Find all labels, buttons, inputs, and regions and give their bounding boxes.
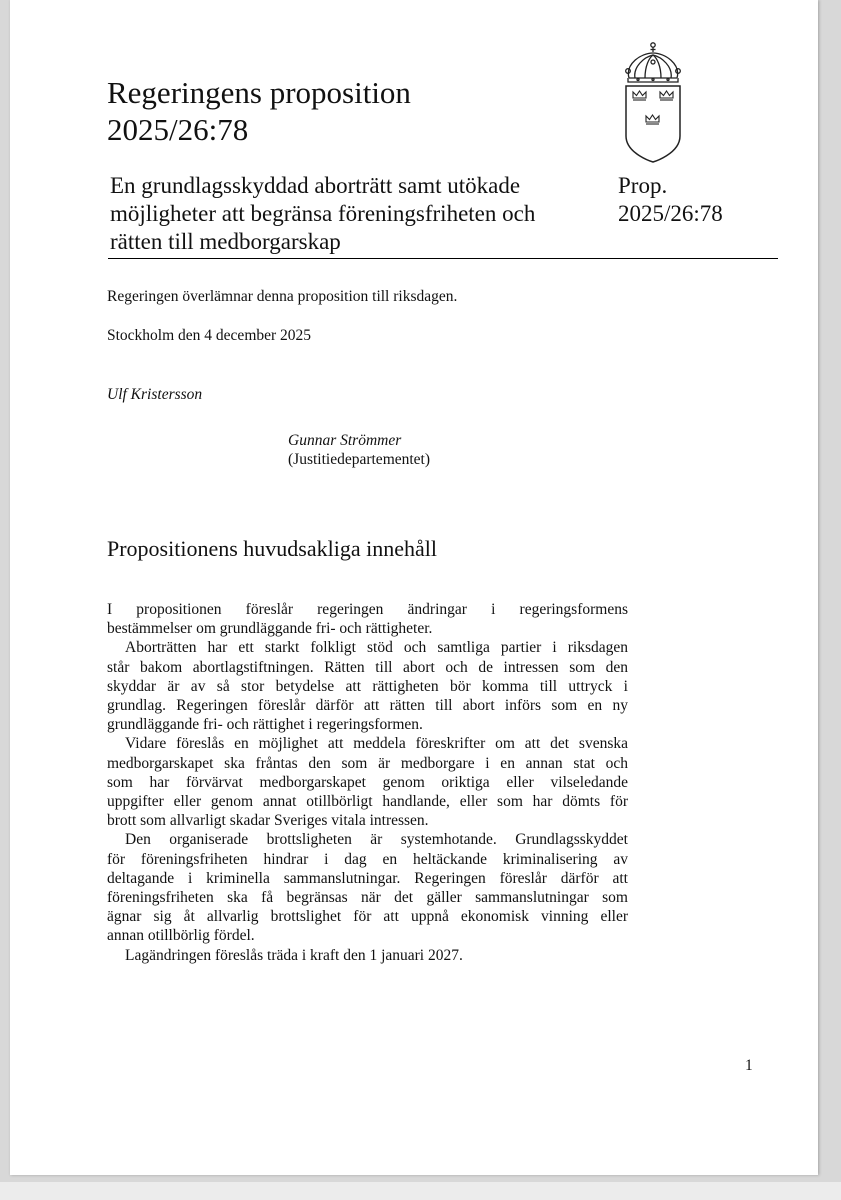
submission-statement: Regeringen överlämnar denna proposition till riksdagen. [107, 288, 458, 305]
summary-heading: Propositionens huvudsakliga innehåll [107, 536, 437, 561]
body-line: som har förvärvat medborgarskapet genom oriktiga eller vilseledande [107, 773, 628, 791]
document-page [10, 0, 818, 1175]
body-line: uppgifter eller genom annat otillbörligt handlande, eller som har dömts för [107, 793, 628, 811]
department-name: (Justitiedepartementet) [288, 451, 431, 468]
title-line: 2025/26:78 [107, 112, 249, 147]
body-line: I propositionen föreslår regeringen ändringar i regeringsformens [107, 601, 628, 618]
body-line: för föreningsfriheten hindrar i dag en heltäckande kriminalisering av [107, 850, 628, 868]
body-line: annan otillbörlig fördel. [107, 927, 255, 945]
body-line: deltagande i kriminella sammanslutningar. Regeringen föreslår därför att [107, 869, 628, 887]
body-line: Lagändringen föreslås träda i kraft den 1 januari 2027. [125, 946, 463, 964]
body-line: grundlag. Regeringen föreslår därför att rätten till abort införs som en ny [107, 697, 628, 715]
summary-body [107, 600, 628, 965]
body-line: Aborträtten har ett starkt folkligt stöd och samtliga partier i riksdagen [125, 639, 628, 657]
body-line: ägnar sig åt allvarlig brottslighet för att uppnå ekonomisk vinning eller [107, 908, 628, 926]
body-line: bestämmelser om grundläggande fri- och rättigheter. [107, 620, 433, 638]
body-line: Vidare föreslås en möjlighet att meddela föreskrifter om att det svenska [125, 735, 628, 753]
header-divider [108, 258, 778, 259]
body-line: Den organiserade brottsligheten är systemhotande. Grundlagsskyddet [125, 831, 628, 849]
body-line: skyddar är av så stor betydelse att rättigheten bör komma till uttryck i [107, 677, 628, 695]
body-line: medborgarskapet ska fråntas den som är medborgare i en annan stat och [107, 754, 628, 772]
body-line: grundläggande fri- och rättighet i regeringsformen. [107, 716, 423, 734]
prop-ref-line: 2025/26:78 [618, 201, 723, 226]
subtitle-line: möjligheter att begränsa föreningsfriheten och [110, 201, 536, 226]
body-line: står bakom abortlagstiftningen. Rätten till abort och de intressen som den [107, 658, 628, 676]
body-line: föreningsfriheten ska få begränsas när det gäller sammanslutningar som [107, 889, 628, 907]
document-title [107, 74, 411, 148]
place-and-date: Stockholm den 4 december 2025 [107, 327, 312, 344]
page-number: 1 [745, 1057, 753, 1074]
body-line: brott som allvarligt skadar Sveriges vitala intressen. [107, 812, 429, 830]
signatory-minister: Gunnar Strömmer [288, 432, 402, 449]
subtitle-line: En grundlagsskyddad aborträtt samt utökade [110, 173, 521, 198]
swedish-coat-of-arms-icon [615, 40, 691, 165]
proposition-reference [618, 172, 723, 228]
prop-ref-line: Prop. [618, 173, 668, 198]
subtitle-line: rätten till medborgarskap [110, 229, 341, 254]
next-page-edge [0, 1182, 841, 1200]
title-line: Regeringens proposition [107, 75, 411, 110]
signatory-prime-minister: Ulf Kristersson [107, 386, 203, 403]
proposition-subtitle [110, 172, 610, 256]
